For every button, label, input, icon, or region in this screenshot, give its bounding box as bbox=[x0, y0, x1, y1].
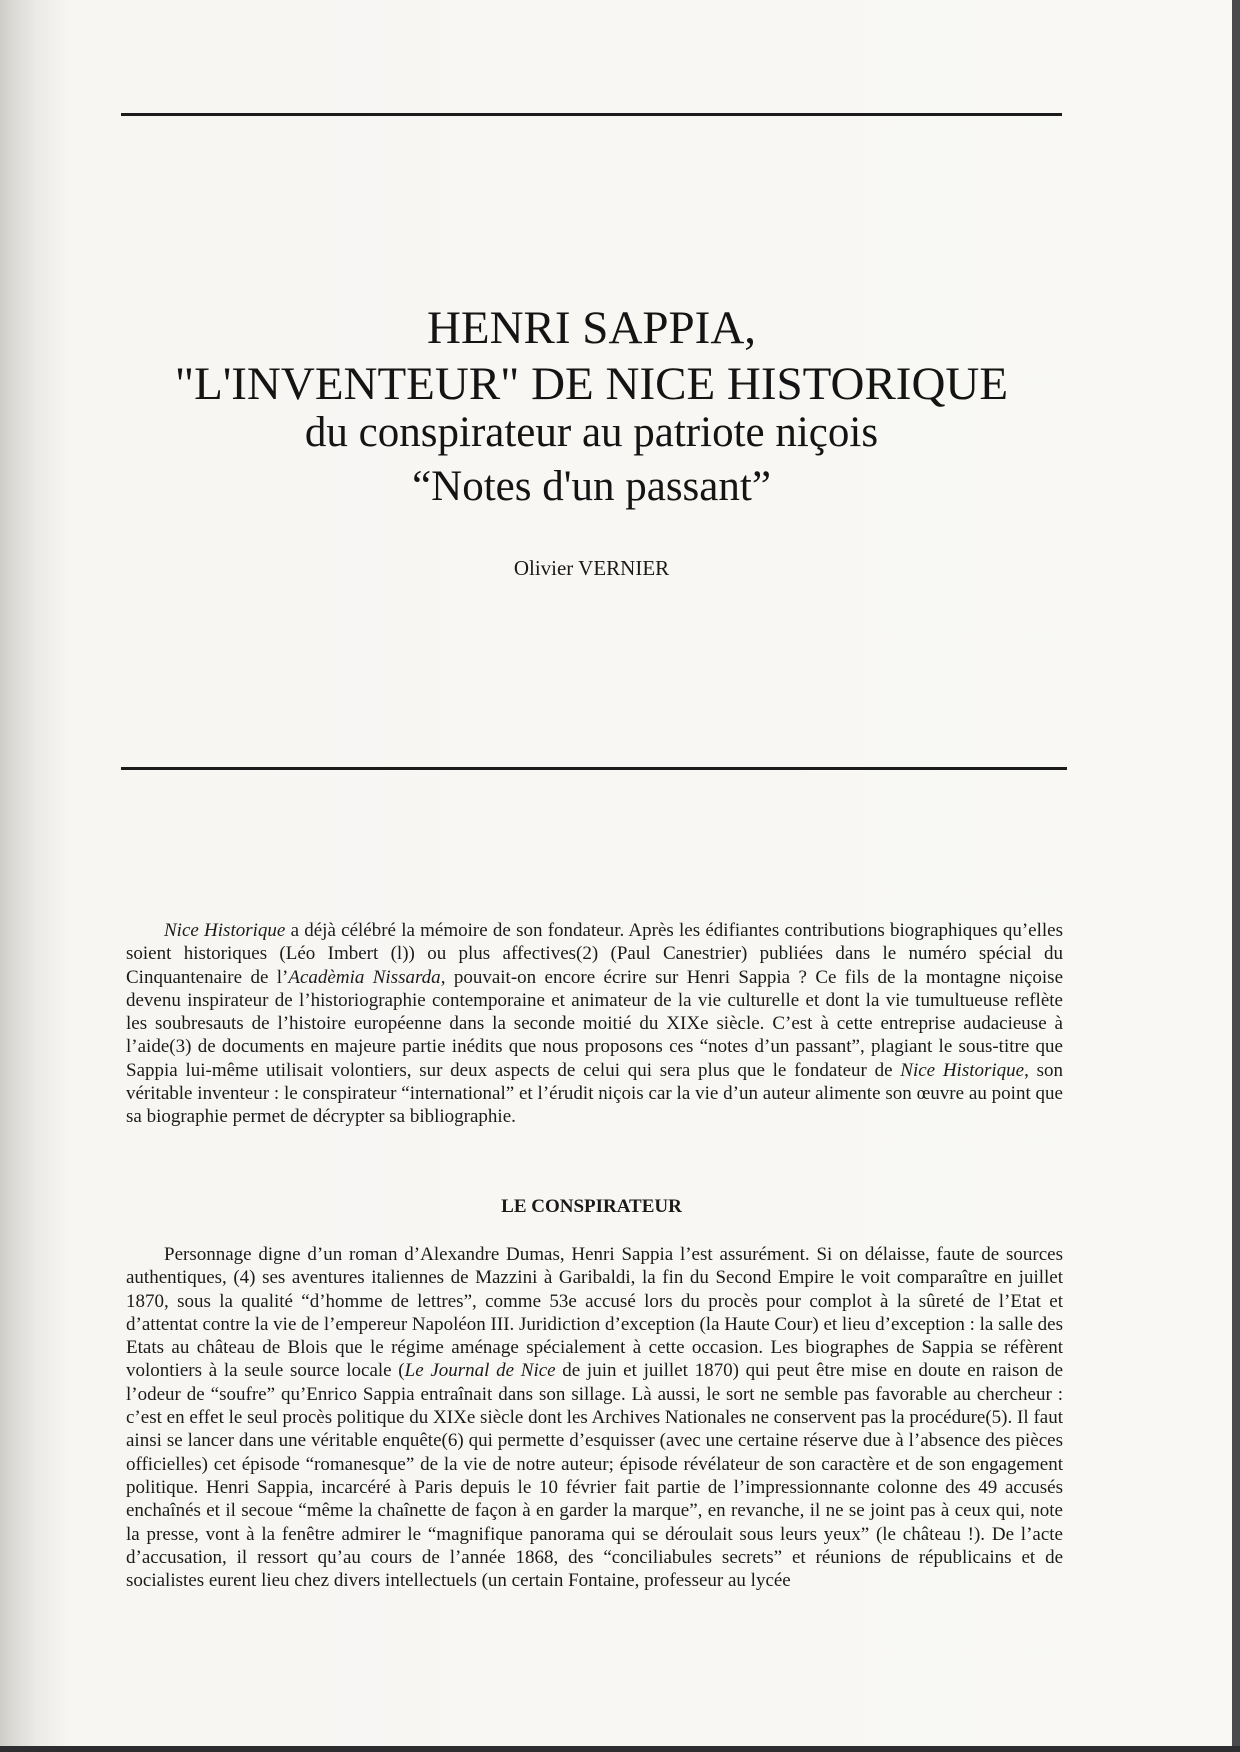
intro-text-c: , son véritable inventeur : le conspirateur “international” et l’érudit niçois car la vie d’un auteur alimente son œuvre au point que sa biographie permet de décrypter sa bibliographie. bbox=[126, 1059, 1063, 1128]
section-italic: Le Journal de Nice bbox=[404, 1360, 556, 1382]
intro-text-a: a déjà célébré la mémoire de son fondateur. Après les édifiantes contributions biographiques qu’elles soient historiques (Léo Imbert (l)) ou plus affectives(2) (Paul Canestrier) publiées dans le numéro spécial du Cinquantenaire de l’ bbox=[126, 920, 1063, 988]
section-heading: LE CONSPIRATEUR bbox=[501, 1196, 682, 1217]
section-paragraph bbox=[126, 1243, 1063, 1592]
article-subtitle-line-1: du conspirateur au patriote niçois bbox=[304, 409, 879, 456]
intro-italic-start: Nice Historique bbox=[164, 920, 286, 941]
article-subtitle-line-2: “Notes d'un passant” bbox=[412, 463, 771, 510]
scan-bottom-edge bbox=[0, 1746, 1240, 1752]
section-text-a: Personnage digne d’un roman d’Alexandre Dumas, Henri Sappia l’est assurément. Si on délaisse, faute de sources authentiques, (4) ses aventures italiennes de Mazzini à Garibaldi, la fin du Second Empire le voit comparaître en juillet 1870, sous la qualité “d’homme de lettres”, comme 53e accusé lors du procès pour complot à la sûreté de l’Etat et d’attentat contre la vie de l’empereur Napoléon III. Juridiction d’exception (la Haute Cour) et lieu d’exception : la salle des Etats au château de Blois que le régime aménage spécialement à cette occasion. Les biographes de Sappia se réfèrent volontiers à la seule source locale ( bbox=[126, 1244, 1063, 1382]
top-horizontal-rule bbox=[121, 113, 1062, 116]
middle-horizontal-rule bbox=[121, 767, 1067, 770]
article-title-line-2: "L'INVENTEUR" DE NICE HISTORIQUE bbox=[174, 358, 1009, 410]
intro-text-b: , pouvait-on encore écrire sur Henri Sappia ? Ce fils de la montagne niçoise devenu inspirateur de l’historiographie contemporaine et animateur de la vie culturelle et dont la vie tumultueuse reflète les soubresauts de l’histoire européenne dans la seconde moitié du XIXe siècle. C’est à cette entreprise audacieuse à l’aide(3) de documents en majeure partie inédits que nous proposons ces “notes d’un passant”, plagiant le sous-titre que Sappia lui-même utilisait volontiers, sur deux aspects de celui qui sera plus que le fondateur de bbox=[126, 966, 1064, 1081]
section-text-b: de juin et juillet 1870) qui peut être mise en doute en raison de l’odeur de “soufre” qu’Enrico Sappia entraînait dans son sillage. Là aussi, le sort ne semble pas favorable au chercheur : c’est en effet le seul procès politique du XIXe siècle dont les Archives Nationales ne conservent pas la procédure(5). Il faut ainsi se lancer dans une véritable enquête(6) qui permette d’esquisser (avec une certaine réserve due à l’absence des pièces officielles) cet épisode “romanesque” de la vie de notre auteur; épisode révélateur de son caractère et de son engagement politique. Henri Sappia, incarcéré à Paris depuis le 10 février fait partie de l’impressionnante colonne des 49 accusés enchaînés et il secoue “même la chaînette de façon à en garder la marque”, en revanche, il ne se joint pas à ceux qui, note la presse, vont à la fenêtre admirer le “magnifique panorama qui se déroulait sous leurs yeux” (le château !). De l’acte d’accusation, il ressort qu’au cours de l’année 1868, des “conciliabules secrets” et réunions de républicains et de socialistes eurent lieu chez divers intellectuels (un certain Fontaine, professeur au lycée bbox=[126, 1360, 1064, 1592]
author-name: Olivier VERNIER bbox=[513, 556, 670, 580]
intro-italic-mid: Acadèmia Nissarda bbox=[288, 966, 441, 988]
scan-right-edge bbox=[1232, 0, 1240, 1752]
article-title-line-1: HENRI SAPPIA, bbox=[426, 302, 757, 354]
intro-italic-end: Nice Historique bbox=[900, 1059, 1025, 1081]
intro-paragraph bbox=[126, 919, 1063, 1129]
